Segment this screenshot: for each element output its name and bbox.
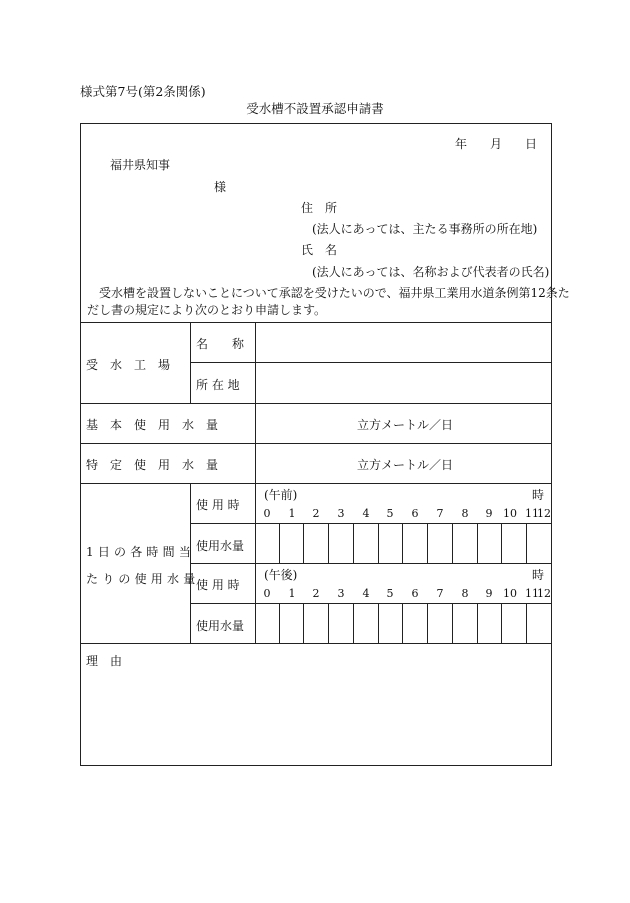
applicant-name-label: 氏 名 xyxy=(301,243,338,257)
am-hour-unit: 時 xyxy=(532,488,545,502)
factory-name-field[interactable] xyxy=(257,324,549,360)
am-hour-tick: 5 xyxy=(386,507,394,520)
basic-usage-unit: 立方メートル／日 xyxy=(357,418,454,432)
am-hour-tick: 6 xyxy=(411,507,419,520)
applicant-address-label: 住 所 xyxy=(301,201,338,215)
am-usage-amount-label: 使用水量 xyxy=(196,539,245,553)
date-month-label: 月 xyxy=(490,137,503,151)
hourly-usage-label-line1: 1日の各時間当 xyxy=(86,545,196,559)
factory-location-field[interactable] xyxy=(257,364,549,401)
pm-hour-tick: 11 xyxy=(525,587,539,600)
reason-field[interactable] xyxy=(83,645,549,763)
pm-hour-tick: 9 xyxy=(485,587,493,600)
pm-hour-tick: 12 xyxy=(537,587,551,600)
am-hour-tick: 3 xyxy=(337,507,345,520)
applicant-address-note: (法人にあっては、主たる事務所の所在地) xyxy=(312,222,538,236)
factory-location-label: 所 在 地 xyxy=(196,378,240,392)
basic-usage-label: 基 本 使 用 水 量 xyxy=(86,418,219,432)
specific-usage-label: 特 定 使 用 水 量 xyxy=(86,458,219,472)
application-statement-line1: 受水槽を設置しないことについて承認を受けたいので、福井県工業用水道条例第12条た xyxy=(99,286,570,300)
am-hour-tick: 1 xyxy=(288,507,296,520)
reason-label: 理 由 xyxy=(86,654,123,668)
am-hour-tick: 11 xyxy=(525,507,539,520)
am-hour-tick: 7 xyxy=(436,507,444,520)
am-hour-tick: 10 xyxy=(503,507,517,520)
pm-hour-tick: 1 xyxy=(288,587,296,600)
am-hour-tick: 0 xyxy=(263,507,271,520)
addressee-honorific: 様 xyxy=(214,180,227,194)
pm-hour-tick: 2 xyxy=(312,587,320,600)
document-title: 受水槽不設置承認申請書 xyxy=(246,101,384,116)
pm-hour-tick: 5 xyxy=(386,587,394,600)
pm-label: (午後) xyxy=(264,568,298,582)
am-label: (午前) xyxy=(264,488,298,502)
specific-usage-unit: 立方メートル／日 xyxy=(357,458,454,472)
factory-name-label: 名 称 xyxy=(196,337,245,351)
date-day-label: 日 xyxy=(525,137,538,151)
pm-hour-tick: 10 xyxy=(503,587,517,600)
pm-hour-tick: 6 xyxy=(411,587,419,600)
applicant-name-note: (法人にあっては、名称および代表者の氏名) xyxy=(312,265,550,279)
pm-hour-tick: 0 xyxy=(263,587,271,600)
pm-hour-tick: 4 xyxy=(362,587,370,600)
application-statement-line2: だし書の規定により次のとおり申請します。 xyxy=(87,303,327,317)
am-usage-time-label: 使 用 時 xyxy=(196,498,240,512)
am-hour-tick: 9 xyxy=(485,507,493,520)
pm-usage-amount-label: 使用水量 xyxy=(196,619,245,633)
am-hour-tick: 4 xyxy=(362,507,370,520)
hourly-usage-label-line2: たりの使用水量 xyxy=(86,572,200,586)
application-form xyxy=(80,123,570,766)
am-hour-tick: 12 xyxy=(537,507,551,520)
am-hour-tick: 8 xyxy=(461,507,469,520)
receiving-factory-label: 受 水 工 場 xyxy=(86,358,171,372)
date-year-label: 年 xyxy=(455,137,468,151)
form-number-label: 様式第7号(第2条関係) xyxy=(80,84,206,99)
am-hour-tick: 2 xyxy=(312,507,320,520)
pm-usage-time-label: 使 用 時 xyxy=(196,578,240,592)
pm-hour-tick: 3 xyxy=(337,587,345,600)
pm-hour-tick: 7 xyxy=(436,587,444,600)
pm-hour-unit: 時 xyxy=(532,568,545,582)
pm-hour-tick: 8 xyxy=(461,587,469,600)
addressee-governor: 福井県知事 xyxy=(110,158,171,172)
